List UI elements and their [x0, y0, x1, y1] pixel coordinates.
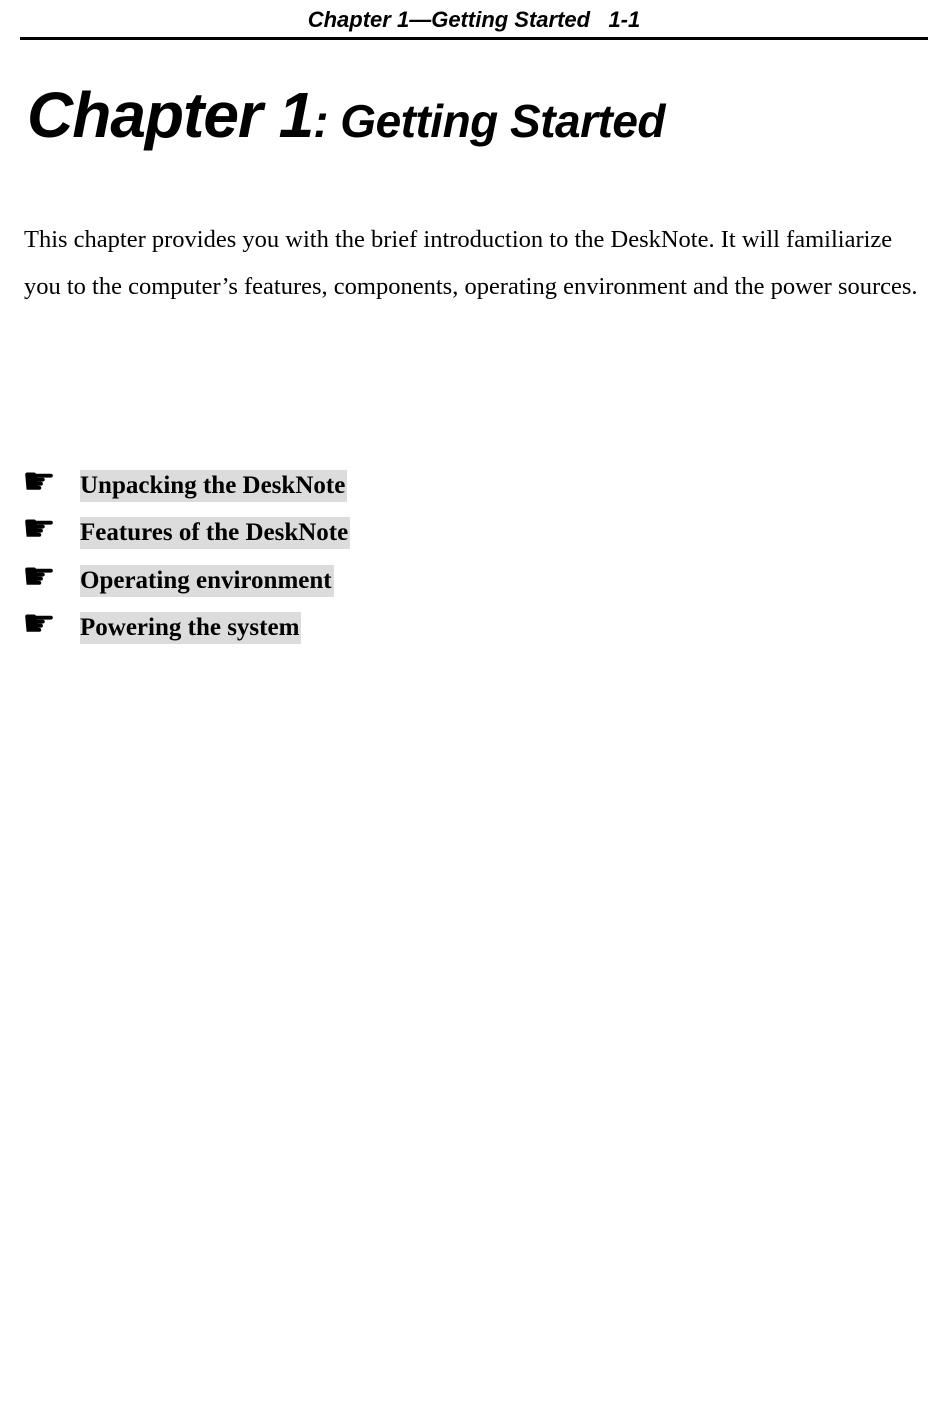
pointing-hand-icon: ☛	[22, 553, 57, 598]
pointing-hand-icon: ☛	[22, 458, 57, 503]
chapter-number: Chapter 1	[27, 79, 314, 151]
topic-list	[22, 458, 350, 652]
topic-link-operating-environment[interactable]: Operating environment	[80, 565, 334, 597]
chapter-subtitle: : Getting Started	[313, 95, 666, 147]
topic-link-powering[interactable]: Powering the system	[80, 612, 301, 644]
topic-item	[22, 458, 350, 510]
topic-item	[22, 601, 350, 653]
topic-link-unpacking[interactable]: Unpacking the DeskNote	[80, 470, 347, 502]
chapter-title	[27, 78, 665, 152]
header-rule	[20, 37, 928, 40]
topic-item	[22, 506, 350, 558]
intro-paragraph: This chapter provides you with the brief introduction to the DeskNote. It will familiarize you to the computer’s features, components, operating environment and the power sources.	[24, 226, 918, 300]
topic-item	[22, 553, 350, 605]
pointing-hand-icon: ☛	[22, 601, 57, 646]
running-header: Chapter 1—Getting Started 1-1	[307, 7, 641, 32]
pointing-hand-icon: ☛	[22, 506, 57, 551]
topic-link-features[interactable]: Features of the DeskNote	[80, 517, 350, 549]
